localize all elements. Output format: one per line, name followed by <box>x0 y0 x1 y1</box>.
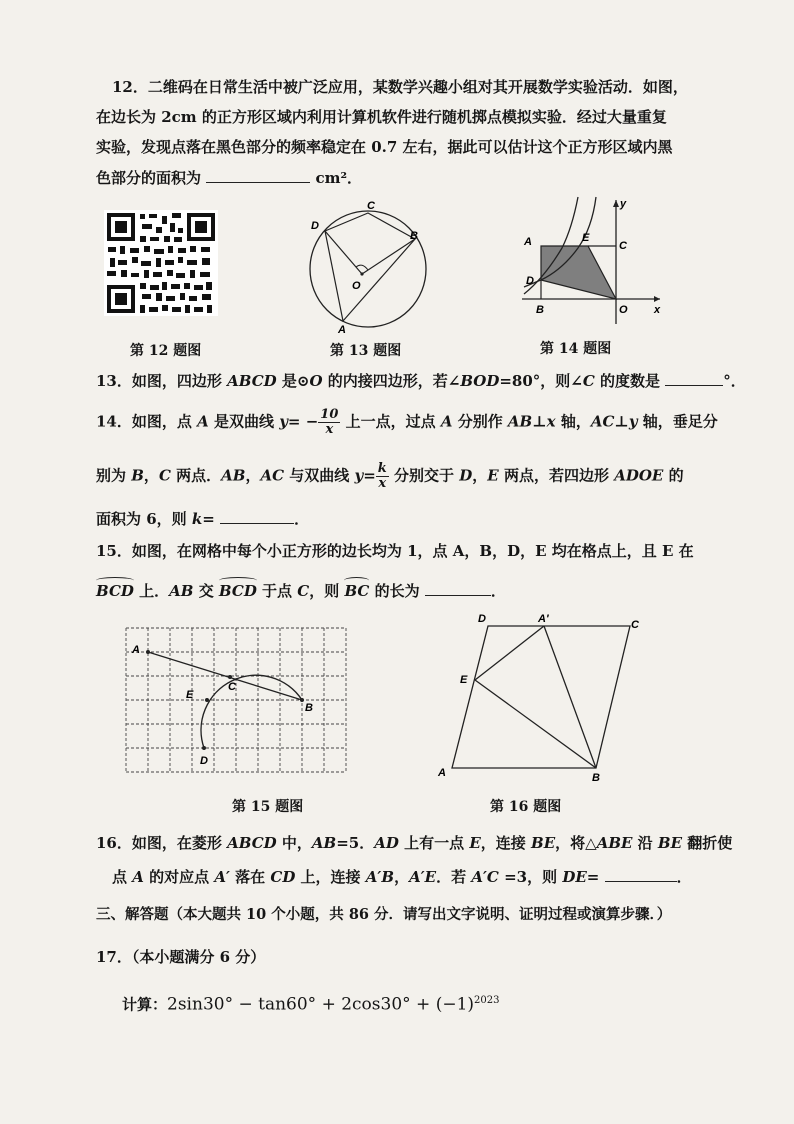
answer-blank-14[interactable] <box>220 509 294 524</box>
label-a: A <box>524 236 532 248</box>
q16-line2: 点 A 的对应点 A′ 落在 CD 上，连接 A′B，A′E．若 A′C =3，则 DE= ． <box>112 868 692 886</box>
answer-blank-16[interactable] <box>605 867 677 882</box>
caption-fig12: 第 12 题图 <box>130 343 202 359</box>
q12-line3: 实验，发现点落在黑色部分的频率稳定在 0.7 左右，据此可以估计这个正方形区域内黑 <box>96 138 673 156</box>
q16-line1: 16．如图，在菱形 ABCD 中，AB=5．AD 上有一点 E，连接 BE，将△ABE 沿 BE 翻折使 <box>96 834 733 852</box>
grid-figure-15 <box>118 618 358 778</box>
q17-expression: 计算：$2\sin 30^\circ - \tan 60^\circ + 2\cos 30^\circ + (-1)^{2023}$ <box>122 994 500 1015</box>
q17-title: 17．（本小题满分 6 分） <box>96 948 266 966</box>
label-a: A <box>132 644 140 656</box>
qr-code-figure <box>104 210 218 316</box>
label-b: B <box>305 702 313 714</box>
q15-line1: 15．如图，在网格中每个小正方形的边长均为 1，点 A，B，D，E 均在格点上，且 E 在 <box>96 542 694 560</box>
label-d: D <box>526 275 534 287</box>
label-e: E <box>460 674 468 686</box>
q12-line4: 色部分的面积为 cm²． <box>96 169 363 187</box>
q12-line1: 12．二维码在日常生活中被广泛应用，某数学兴趣小组对其开展数学实验活动．如图， <box>112 78 688 96</box>
circle-figure-13 <box>300 196 440 336</box>
label-b: B <box>410 230 418 242</box>
caption-fig16: 第 16 题图 <box>490 799 562 815</box>
circle-o <box>310 211 426 327</box>
label-e: E <box>186 689 194 701</box>
label-a: A <box>438 767 446 779</box>
label-x: x <box>654 304 661 316</box>
hyperbola-figure-14 <box>520 192 668 328</box>
q15-line2: BCD 上．AB 交 BCD 于点 C，则 BC 的长为 ． <box>96 582 506 600</box>
label-c: C <box>619 240 627 252</box>
label-o: O <box>352 280 361 292</box>
answer-blank-15[interactable] <box>425 581 491 596</box>
label-c: C <box>367 200 375 212</box>
label-c: C <box>631 619 639 631</box>
label-d: D <box>478 613 486 625</box>
answer-blank-13[interactable] <box>665 371 723 386</box>
answer-blank-12[interactable] <box>206 168 310 183</box>
rhombus-figure-16 <box>430 610 650 782</box>
label-d: D <box>200 755 208 767</box>
label-a-prime: A′ <box>538 613 549 625</box>
label-b: B <box>592 772 600 782</box>
q14-line3: 面积为 6，则 k= ． <box>96 510 310 528</box>
q14-line1: 14．如图，点 A 是双曲线 y= − $\frac{10}{x}$ 上一点，过点 A 分别作 AB⊥x 轴，AC⊥y 轴，垂足分 <box>96 407 718 437</box>
caption-fig13: 第 13 题图 <box>330 343 402 359</box>
label-c: C <box>228 681 236 693</box>
caption-fig14: 第 14 题图 <box>540 341 612 357</box>
label-e: E <box>582 232 590 244</box>
label-y: y <box>620 198 627 210</box>
label-o: O <box>619 304 628 316</box>
caption-fig15: 第 15 题图 <box>232 799 304 815</box>
label-d: D <box>311 220 319 232</box>
label-b: B <box>536 304 544 316</box>
q12-line2: 在边长为 2cm 的正方形区域内利用计算机软件进行随机掷点模拟实验．经过大量重复 <box>96 108 667 126</box>
label-a: A <box>338 324 346 336</box>
section-3-heading: 三、解答题（本大题共 10 个小题，共 86 分．请写出文字说明、证明过程或演算步骤．） <box>96 906 672 923</box>
q13-line: 13．如图，四边形 ABCD 是⊙O 的内接四边形，若∠BOD=80°，则∠C 的度数是 °． <box>96 372 746 390</box>
q14-line2: 别为 B，C 两点．AB，AC 与双曲线 y= $\frac{k}{x}$ 分别交于 D，E 两点，若四边形 ADOE 的 <box>96 461 684 491</box>
